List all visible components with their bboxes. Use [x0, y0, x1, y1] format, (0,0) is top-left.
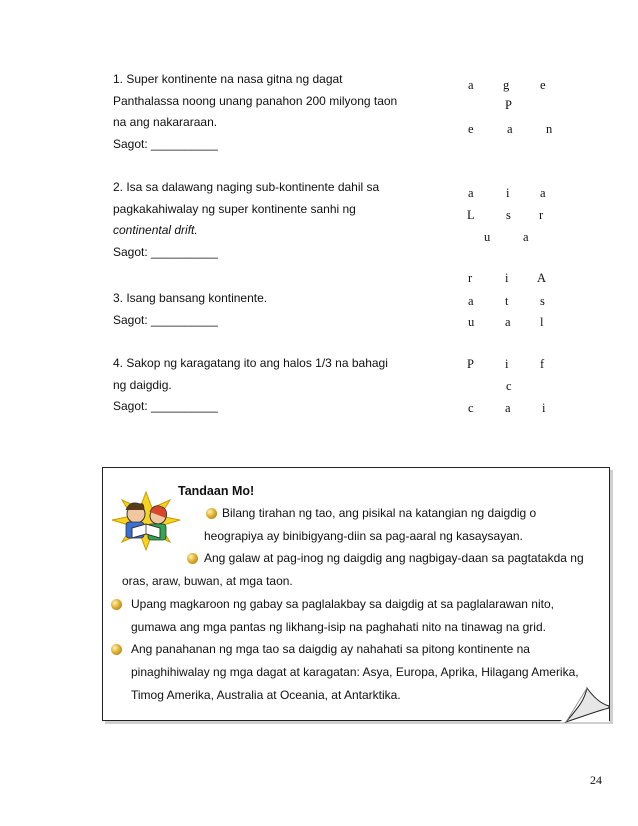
tandaan-line: heograpiya ay binibigyang-diin sa pag-aaral ng kasaysayan. — [204, 529, 523, 543]
bullet-icon — [206, 508, 217, 519]
letter: n — [546, 122, 553, 136]
letter: c — [506, 379, 512, 393]
question-line: ng daigdig. — [113, 377, 172, 392]
letter: P — [467, 357, 474, 371]
question-line: 2. Isa sa dalawang naging sub-kontinente dahil sa — [113, 180, 380, 194]
tandaan-item-4 — [131, 638, 602, 707]
letter: L — [467, 208, 475, 222]
question-line: 1. Super kontinente na nasa gitna ng dagat — [113, 72, 343, 86]
letter: r — [468, 271, 473, 285]
tandaan-line: Ang panahanan ng mga tao sa daigdig ay nahahati sa pitong kontinente na — [131, 642, 530, 656]
letter: u — [468, 315, 475, 329]
letter: s — [540, 294, 545, 308]
tandaan-line: Upang magkaroon ng gabay sa paglalakbay sa daigdig at sa paglalarawan nito, — [131, 597, 554, 611]
question-line: 4. Sakop ng karagatang ito ang halos 1/3 na bahagi — [113, 356, 388, 370]
answer-line: Sagot: __________ — [113, 399, 218, 413]
answer-line: Sagot: __________ — [113, 244, 218, 259]
letter: e — [540, 78, 546, 92]
question-1 — [113, 69, 433, 155]
letter: u — [484, 230, 491, 244]
kids-reading-icon — [110, 490, 182, 552]
letter: r — [539, 208, 544, 222]
tandaan-title: Tandaan Mo! — [178, 484, 255, 498]
letter: A — [537, 271, 547, 285]
tandaan-item-1 — [222, 502, 602, 525]
question-line: Panthalassa noong unang panahon 200 milyong taon — [113, 93, 398, 108]
letter: l — [540, 315, 544, 329]
tandaan-item-2 — [204, 547, 602, 570]
letter: e — [468, 122, 474, 136]
letter: i — [505, 357, 509, 371]
tandaan-item-1-cont — [204, 525, 602, 548]
tandaan-line: pinaghihiwalay ng mga dagat at karagatan: Asya, Europa, Aprika, Hilagang Amerika, — [131, 665, 579, 679]
letter: c — [468, 401, 474, 415]
answer-line: Sagot: __________ — [113, 136, 218, 151]
letter: i — [505, 271, 509, 285]
tandaan-item-2-cont — [122, 570, 602, 593]
tandaan-line: oras, araw, buwan, at mga taon. — [122, 574, 293, 588]
page-number: 24 — [590, 773, 602, 787]
letter: a — [523, 230, 529, 244]
letter: a — [540, 186, 546, 200]
question-3 — [113, 288, 433, 331]
letter: s — [506, 208, 511, 222]
answer-line: Sagot: __________ — [113, 312, 218, 327]
letter: t — [505, 294, 509, 308]
letter: a — [468, 186, 474, 200]
letter: a — [468, 294, 474, 308]
letter: g — [503, 78, 510, 92]
question-2 — [113, 177, 433, 263]
question-4 — [113, 353, 433, 418]
question-line: 3. Isang bansang kontinente. — [113, 291, 268, 305]
bullet-icon — [111, 599, 122, 610]
tandaan-line: gumawa ang mga pantas ng likhang-isip na paghahati nito na tinawag na grid. — [131, 620, 546, 634]
letter: f — [540, 357, 545, 371]
tandaan-item-3 — [131, 593, 602, 639]
question-line: pagkakahiwalay ng super kontinente sanhi ng — [113, 201, 356, 216]
letter: a — [505, 315, 511, 329]
letter: i — [542, 401, 546, 415]
question-line: continental drift. — [113, 223, 198, 237]
letter: a — [505, 401, 511, 415]
letter: i — [506, 186, 510, 200]
tandaan-line: Bilang tirahan ng tao, ang pisikal na katangian ng daigdig o — [222, 506, 537, 520]
letter: P — [505, 98, 512, 112]
tandaan-line: Ang galaw at pag-inog ng daigdig ang nagbigay-daan sa pagtatakda ng — [204, 551, 584, 565]
question-line: na ang nakararaan. — [113, 115, 218, 129]
bullet-icon — [111, 644, 122, 655]
tandaan-line: Timog Amerika, Australia at Oceania, at Antarktika. — [131, 688, 401, 702]
letter: a — [507, 122, 513, 136]
letter: a — [468, 78, 474, 92]
bullet-icon — [187, 553, 198, 564]
